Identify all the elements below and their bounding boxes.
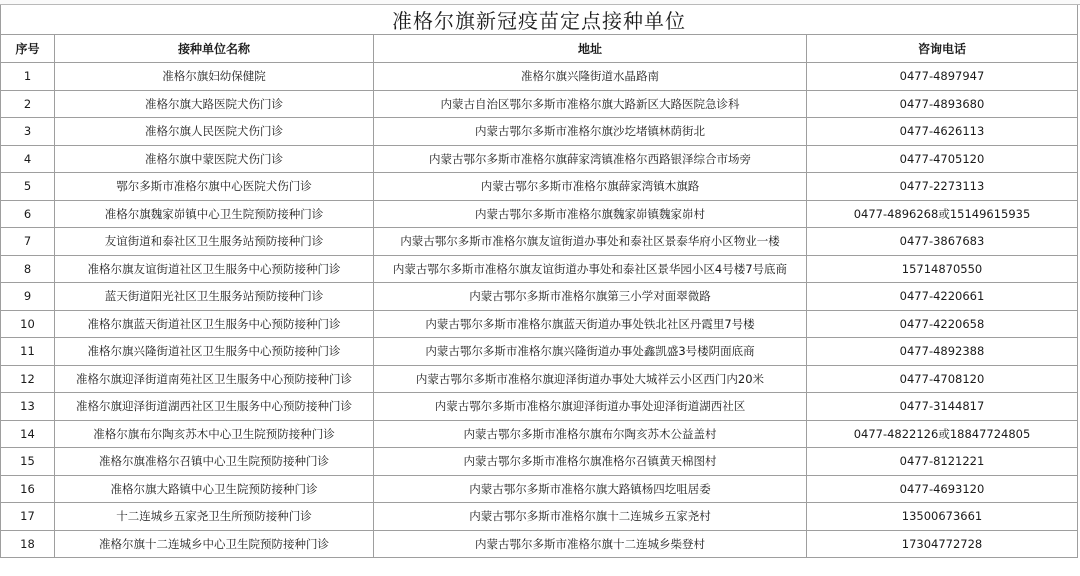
seq-cell[interactable]: 7 — [1, 228, 55, 256]
vaccination-sites-table — [0, 5, 1078, 558]
header-cell-seq[interactable]: 序号 — [1, 35, 55, 63]
seq-cell[interactable]: 9 — [1, 283, 55, 311]
seq-cell[interactable]: 18 — [1, 530, 55, 558]
unit-name-cell[interactable]: 准格尔旗蓝天街道社区卫生服务中心预防接种门诊 — [55, 310, 374, 338]
address-cell[interactable]: 内蒙古鄂尔多斯市准格尔旗魏家峁镇魏家峁村 — [374, 200, 807, 228]
unit-name-cell[interactable]: 准格尔旗大路镇中心卫生院预防接种门诊 — [55, 475, 374, 503]
table-row — [1, 503, 1078, 531]
phone-cell[interactable]: 0477-4220658 — [807, 310, 1078, 338]
phone-cell[interactable]: 0477-4896268或15149615935 — [807, 200, 1078, 228]
address-cell[interactable]: 内蒙古鄂尔多斯市准格尔旗布尔陶亥苏木公益盖村 — [374, 420, 807, 448]
unit-name-cell[interactable]: 准格尔旗准格尔召镇中心卫生院预防接种门诊 — [55, 448, 374, 476]
table-row — [1, 393, 1078, 421]
unit-name-cell[interactable]: 蓝天街道阳光社区卫生服务站预防接种门诊 — [55, 283, 374, 311]
header-cell-unit-name[interactable]: 接种单位名称 — [55, 35, 374, 63]
header-cell-phone[interactable]: 咨询电话 — [807, 35, 1078, 63]
unit-name-cell[interactable]: 准格尔旗魏家峁镇中心卫生院预防接种门诊 — [55, 200, 374, 228]
header-row — [1, 35, 1078, 63]
unit-name-cell[interactable]: 准格尔旗人民医院犬伤门诊 — [55, 118, 374, 146]
table-row — [1, 530, 1078, 558]
table-row — [1, 228, 1078, 256]
unit-name-cell[interactable]: 准格尔旗大路医院犬伤门诊 — [55, 90, 374, 118]
table-row — [1, 255, 1078, 283]
phone-cell[interactable]: 0477-4693120 — [807, 475, 1078, 503]
seq-cell[interactable]: 11 — [1, 338, 55, 366]
unit-name-cell[interactable]: 准格尔旗十二连城乡中心卫生院预防接种门诊 — [55, 530, 374, 558]
address-cell[interactable]: 内蒙古鄂尔多斯市准格尔旗薛家湾镇准格尔西路银泽综合市场旁 — [374, 145, 807, 173]
seq-cell[interactable]: 13 — [1, 393, 55, 421]
table-row — [1, 145, 1078, 173]
phone-cell[interactable]: 0477-4822126或18847724805 — [807, 420, 1078, 448]
seq-cell[interactable]: 15 — [1, 448, 55, 476]
table-row — [1, 338, 1078, 366]
table-row — [1, 365, 1078, 393]
unit-name-cell[interactable]: 准格尔旗迎泽街道南苑社区卫生服务中心预防接种门诊 — [55, 365, 374, 393]
seq-cell[interactable]: 4 — [1, 145, 55, 173]
unit-name-cell[interactable]: 准格尔旗布尔陶亥苏木中心卫生院预防接种门诊 — [55, 420, 374, 448]
phone-cell[interactable]: 0477-4897947 — [807, 63, 1078, 91]
unit-name-cell[interactable]: 友谊街道和泰社区卫生服务站预防接种门诊 — [55, 228, 374, 256]
table-row — [1, 448, 1078, 476]
seq-cell[interactable]: 16 — [1, 475, 55, 503]
address-cell[interactable]: 内蒙古鄂尔多斯市准格尔旗友谊街道办事处和泰社区景泰华府小区物业一楼 — [374, 228, 807, 256]
address-cell[interactable]: 内蒙古鄂尔多斯市准格尔旗迎泽街道办事处大城祥云小区西门内20米 — [374, 365, 807, 393]
table-row — [1, 173, 1078, 201]
phone-cell[interactable]: 0477-4892388 — [807, 338, 1078, 366]
seq-cell[interactable]: 10 — [1, 310, 55, 338]
table-row — [1, 63, 1078, 91]
table-row — [1, 200, 1078, 228]
address-cell[interactable]: 内蒙古鄂尔多斯市准格尔旗十二连城乡柴登村 — [374, 530, 807, 558]
address-cell[interactable]: 内蒙古鄂尔多斯市准格尔旗蓝天街道办事处铁北社区丹霞里7号楼 — [374, 310, 807, 338]
unit-name-cell[interactable]: 十二连城乡五家尧卫生所预防接种门诊 — [55, 503, 374, 531]
address-cell[interactable]: 内蒙古鄂尔多斯市准格尔旗第三小学对面翠微路 — [374, 283, 807, 311]
seq-cell[interactable]: 2 — [1, 90, 55, 118]
unit-name-cell[interactable]: 准格尔旗中蒙医院犬伤门诊 — [55, 145, 374, 173]
table-row — [1, 90, 1078, 118]
table-row — [1, 310, 1078, 338]
seq-cell[interactable]: 17 — [1, 503, 55, 531]
unit-name-cell[interactable]: 准格尔旗迎泽街道湖西社区卫生服务中心预防接种门诊 — [55, 393, 374, 421]
address-cell[interactable]: 内蒙古鄂尔多斯市准格尔旗友谊街道办事处和泰社区景华园小区4号楼7号底商 — [374, 255, 807, 283]
address-cell[interactable]: 内蒙古鄂尔多斯市准格尔旗沙圪堵镇林荫街北 — [374, 118, 807, 146]
table-row — [1, 283, 1078, 311]
address-cell[interactable]: 内蒙古鄂尔多斯市准格尔旗迎泽街道办事处迎泽街道湖西社区 — [374, 393, 807, 421]
address-cell[interactable]: 准格尔旗兴隆街道水晶路南 — [374, 63, 807, 91]
phone-cell[interactable]: 0477-3144817 — [807, 393, 1078, 421]
address-cell[interactable]: 内蒙古鄂尔多斯市准格尔旗薛家湾镇木旗路 — [374, 173, 807, 201]
table-row — [1, 118, 1078, 146]
header-cell-address[interactable]: 地址 — [374, 35, 807, 63]
phone-cell[interactable]: 0477-4893680 — [807, 90, 1078, 118]
seq-cell[interactable]: 5 — [1, 173, 55, 201]
table-row — [1, 475, 1078, 503]
seq-cell[interactable]: 12 — [1, 365, 55, 393]
phone-cell[interactable]: 13500673661 — [807, 503, 1078, 531]
address-cell[interactable]: 内蒙古鄂尔多斯市准格尔旗十二连城乡五家尧村 — [374, 503, 807, 531]
phone-cell[interactable]: 0477-2273113 — [807, 173, 1078, 201]
seq-cell[interactable]: 1 — [1, 63, 55, 91]
phone-cell[interactable]: 0477-3867683 — [807, 228, 1078, 256]
phone-cell[interactable]: 0477-8121221 — [807, 448, 1078, 476]
phone-cell[interactable]: 0477-4708120 — [807, 365, 1078, 393]
seq-cell[interactable]: 6 — [1, 200, 55, 228]
unit-name-cell[interactable]: 准格尔旗友谊街道社区卫生服务中心预防接种门诊 — [55, 255, 374, 283]
unit-name-cell[interactable]: 准格尔旗兴隆街道社区卫生服务中心预防接种门诊 — [55, 338, 374, 366]
unit-name-cell[interactable]: 准格尔旗妇幼保健院 — [55, 63, 374, 91]
seq-cell[interactable]: 3 — [1, 118, 55, 146]
phone-cell[interactable]: 0477-4626113 — [807, 118, 1078, 146]
seq-cell[interactable]: 8 — [1, 255, 55, 283]
phone-cell[interactable]: 17304772728 — [807, 530, 1078, 558]
address-cell[interactable]: 内蒙古鄂尔多斯市准格尔旗兴隆街道办事处鑫凯盛3号楼阴面底商 — [374, 338, 807, 366]
address-cell[interactable]: 内蒙古鄂尔多斯市准格尔旗准格尔召镇黄天棉图村 — [374, 448, 807, 476]
address-cell[interactable]: 内蒙古鄂尔多斯市准格尔旗大路镇杨四圪咀居委 — [374, 475, 807, 503]
seq-cell[interactable]: 14 — [1, 420, 55, 448]
table-row — [1, 420, 1078, 448]
unit-name-cell[interactable]: 鄂尔多斯市准格尔旗中心医院犬伤门诊 — [55, 173, 374, 201]
phone-cell[interactable]: 0477-4705120 — [807, 145, 1078, 173]
table-title[interactable]: 准格尔旗新冠疫苗定点接种单位 — [1, 5, 1078, 35]
phone-cell[interactable]: 15714870550 — [807, 255, 1078, 283]
address-cell[interactable]: 内蒙古自治区鄂尔多斯市准格尔旗大路新区大路医院急诊科 — [374, 90, 807, 118]
phone-cell[interactable]: 0477-4220661 — [807, 283, 1078, 311]
